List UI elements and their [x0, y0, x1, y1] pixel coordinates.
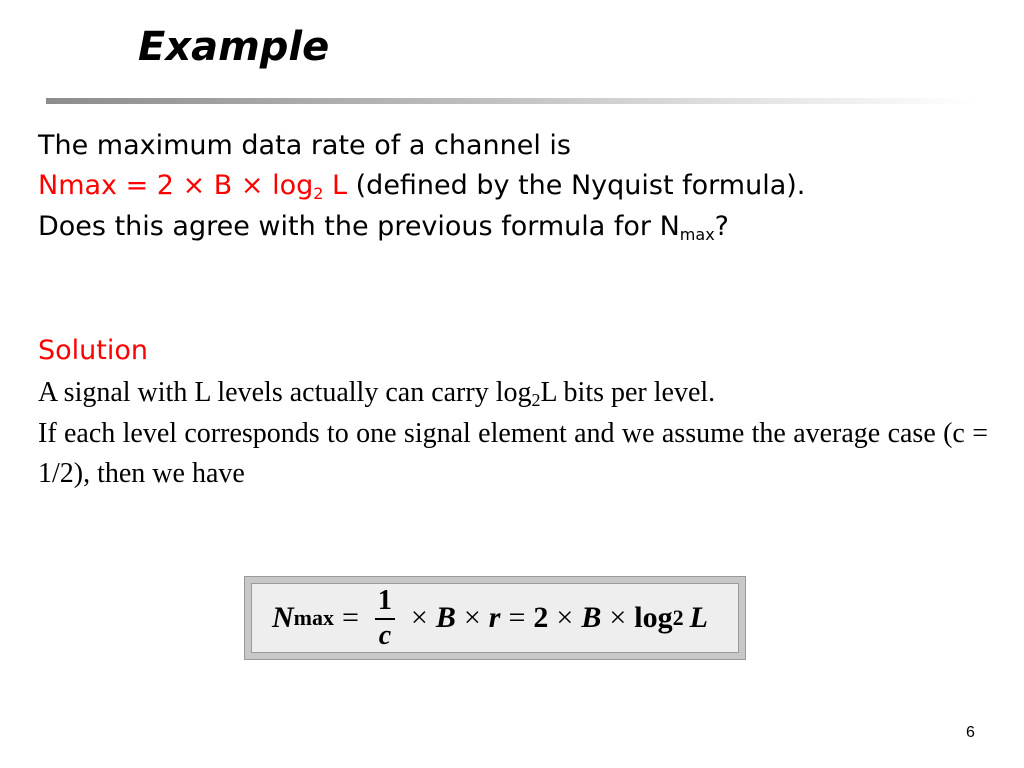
formula-r: r [488, 601, 501, 634]
question-line-3-text: Does this agree with the previous formula for N [38, 211, 680, 242]
formula-box [244, 576, 746, 660]
formula-times2: × [463, 601, 481, 634]
question-line-3-end: ? [714, 211, 729, 242]
question-line-3 [38, 210, 729, 244]
solution-heading: Solution [38, 335, 148, 366]
formula-eq2: = [508, 601, 526, 634]
formula-times3: × [556, 601, 574, 634]
formula-fraction [375, 584, 395, 651]
solution-paragraph-2: If each level corresponds to one signal element and we assume the average case (c = 1/2), then we have [38, 418, 988, 489]
formula-eq1: = [342, 601, 359, 634]
formula-b1: B [435, 601, 456, 634]
title-divider [46, 98, 976, 104]
nyquist-formula-suffix: L [323, 170, 348, 201]
nyquist-formula-sub: 2 [313, 184, 324, 203]
formula-b2: B [581, 601, 602, 634]
question-line-3-sub: max [679, 225, 715, 244]
formula-log-sub: 2 [672, 605, 684, 630]
formula-lhs: N [272, 601, 294, 634]
question-line-2 [38, 169, 805, 203]
formula-l: L [689, 601, 708, 634]
solution-paragraph-1 [38, 373, 715, 413]
formula-two: 2 [533, 601, 549, 634]
question-line-1: The maximum data rate of a channel is [38, 130, 571, 161]
formula-lhs-sub: max [293, 605, 334, 630]
solution-p1-a: A signal with L levels actually can carry log [38, 377, 532, 408]
formula-times4: × [609, 601, 627, 634]
nyquist-description: (defined by the Nyquist formula). [347, 170, 806, 201]
solution-p1-sub: 2 [531, 390, 541, 410]
formula-content [251, 583, 739, 653]
solution-p1-b: L bits per level. [540, 377, 716, 408]
nyquist-formula [38, 170, 347, 201]
formula-times1: × [410, 601, 428, 634]
formula-log: log [634, 601, 673, 634]
slide-title: Example [138, 24, 330, 70]
formula-frac-den: c [378, 619, 392, 651]
nyquist-formula-prefix: Nmax = 2 × B × log [38, 170, 314, 201]
formula-frac-num: 1 [377, 584, 392, 616]
page-number: 6 [966, 724, 975, 741]
